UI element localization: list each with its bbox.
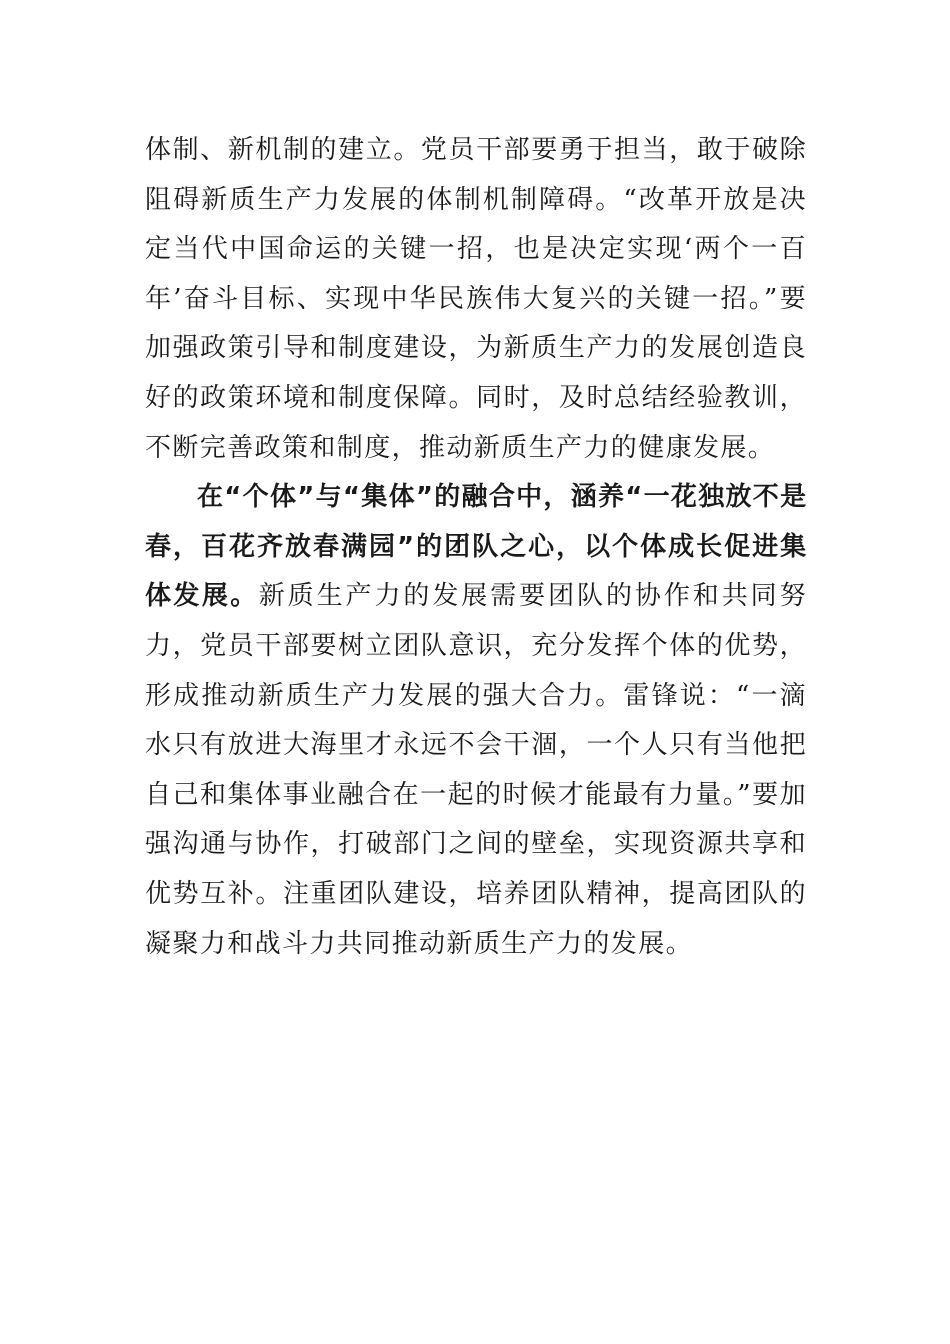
paragraph-team-spirit (145, 473, 807, 969)
body-text (145, 126, 807, 969)
paragraph-lead-sentence: 在“个体”与“集体”的融合中，涵养“一花独放不是春，百花齐放春满园”的团队之心，以个体成长促进集体发展。 (145, 482, 807, 612)
paragraph-continuation (145, 126, 807, 473)
paragraph-text: 体制、新机制的建立。党员干部要勇于担当，敢于破除阻碍新质生产力发展的体制机制障碍。“改革开放是决定当代中国命运的关键一招，也是决定实现‘两个一百年’奋斗目标、实现中华民族伟大复兴的关键一招。”要加强政策引导和制度建设，为新质生产力的发展创造良好的政策环境和制度保障。同时，及时总结经验教训，不断完善政策和制度，推动新质生产力的健康发展。 (145, 135, 807, 463)
paragraph-text: 新质生产力的发展需要团队的协作和共同努力，党员干部要树立团队意识，充分发挥个体的优势，形成推动新质生产力发展的强大合力。雷锋说：“一滴水只有放进大海里才永远不会干涸，一个人只有当他把自己和集体事业融合在一起的时候才能最有力量。”要加强沟通与协作，打破部门之间的壁垒，实现资源共享和优势互补。注重团队建设，培养团队精神，提高团队的凝聚力和战斗力共同推动新质生产力的发展。 (145, 581, 807, 959)
